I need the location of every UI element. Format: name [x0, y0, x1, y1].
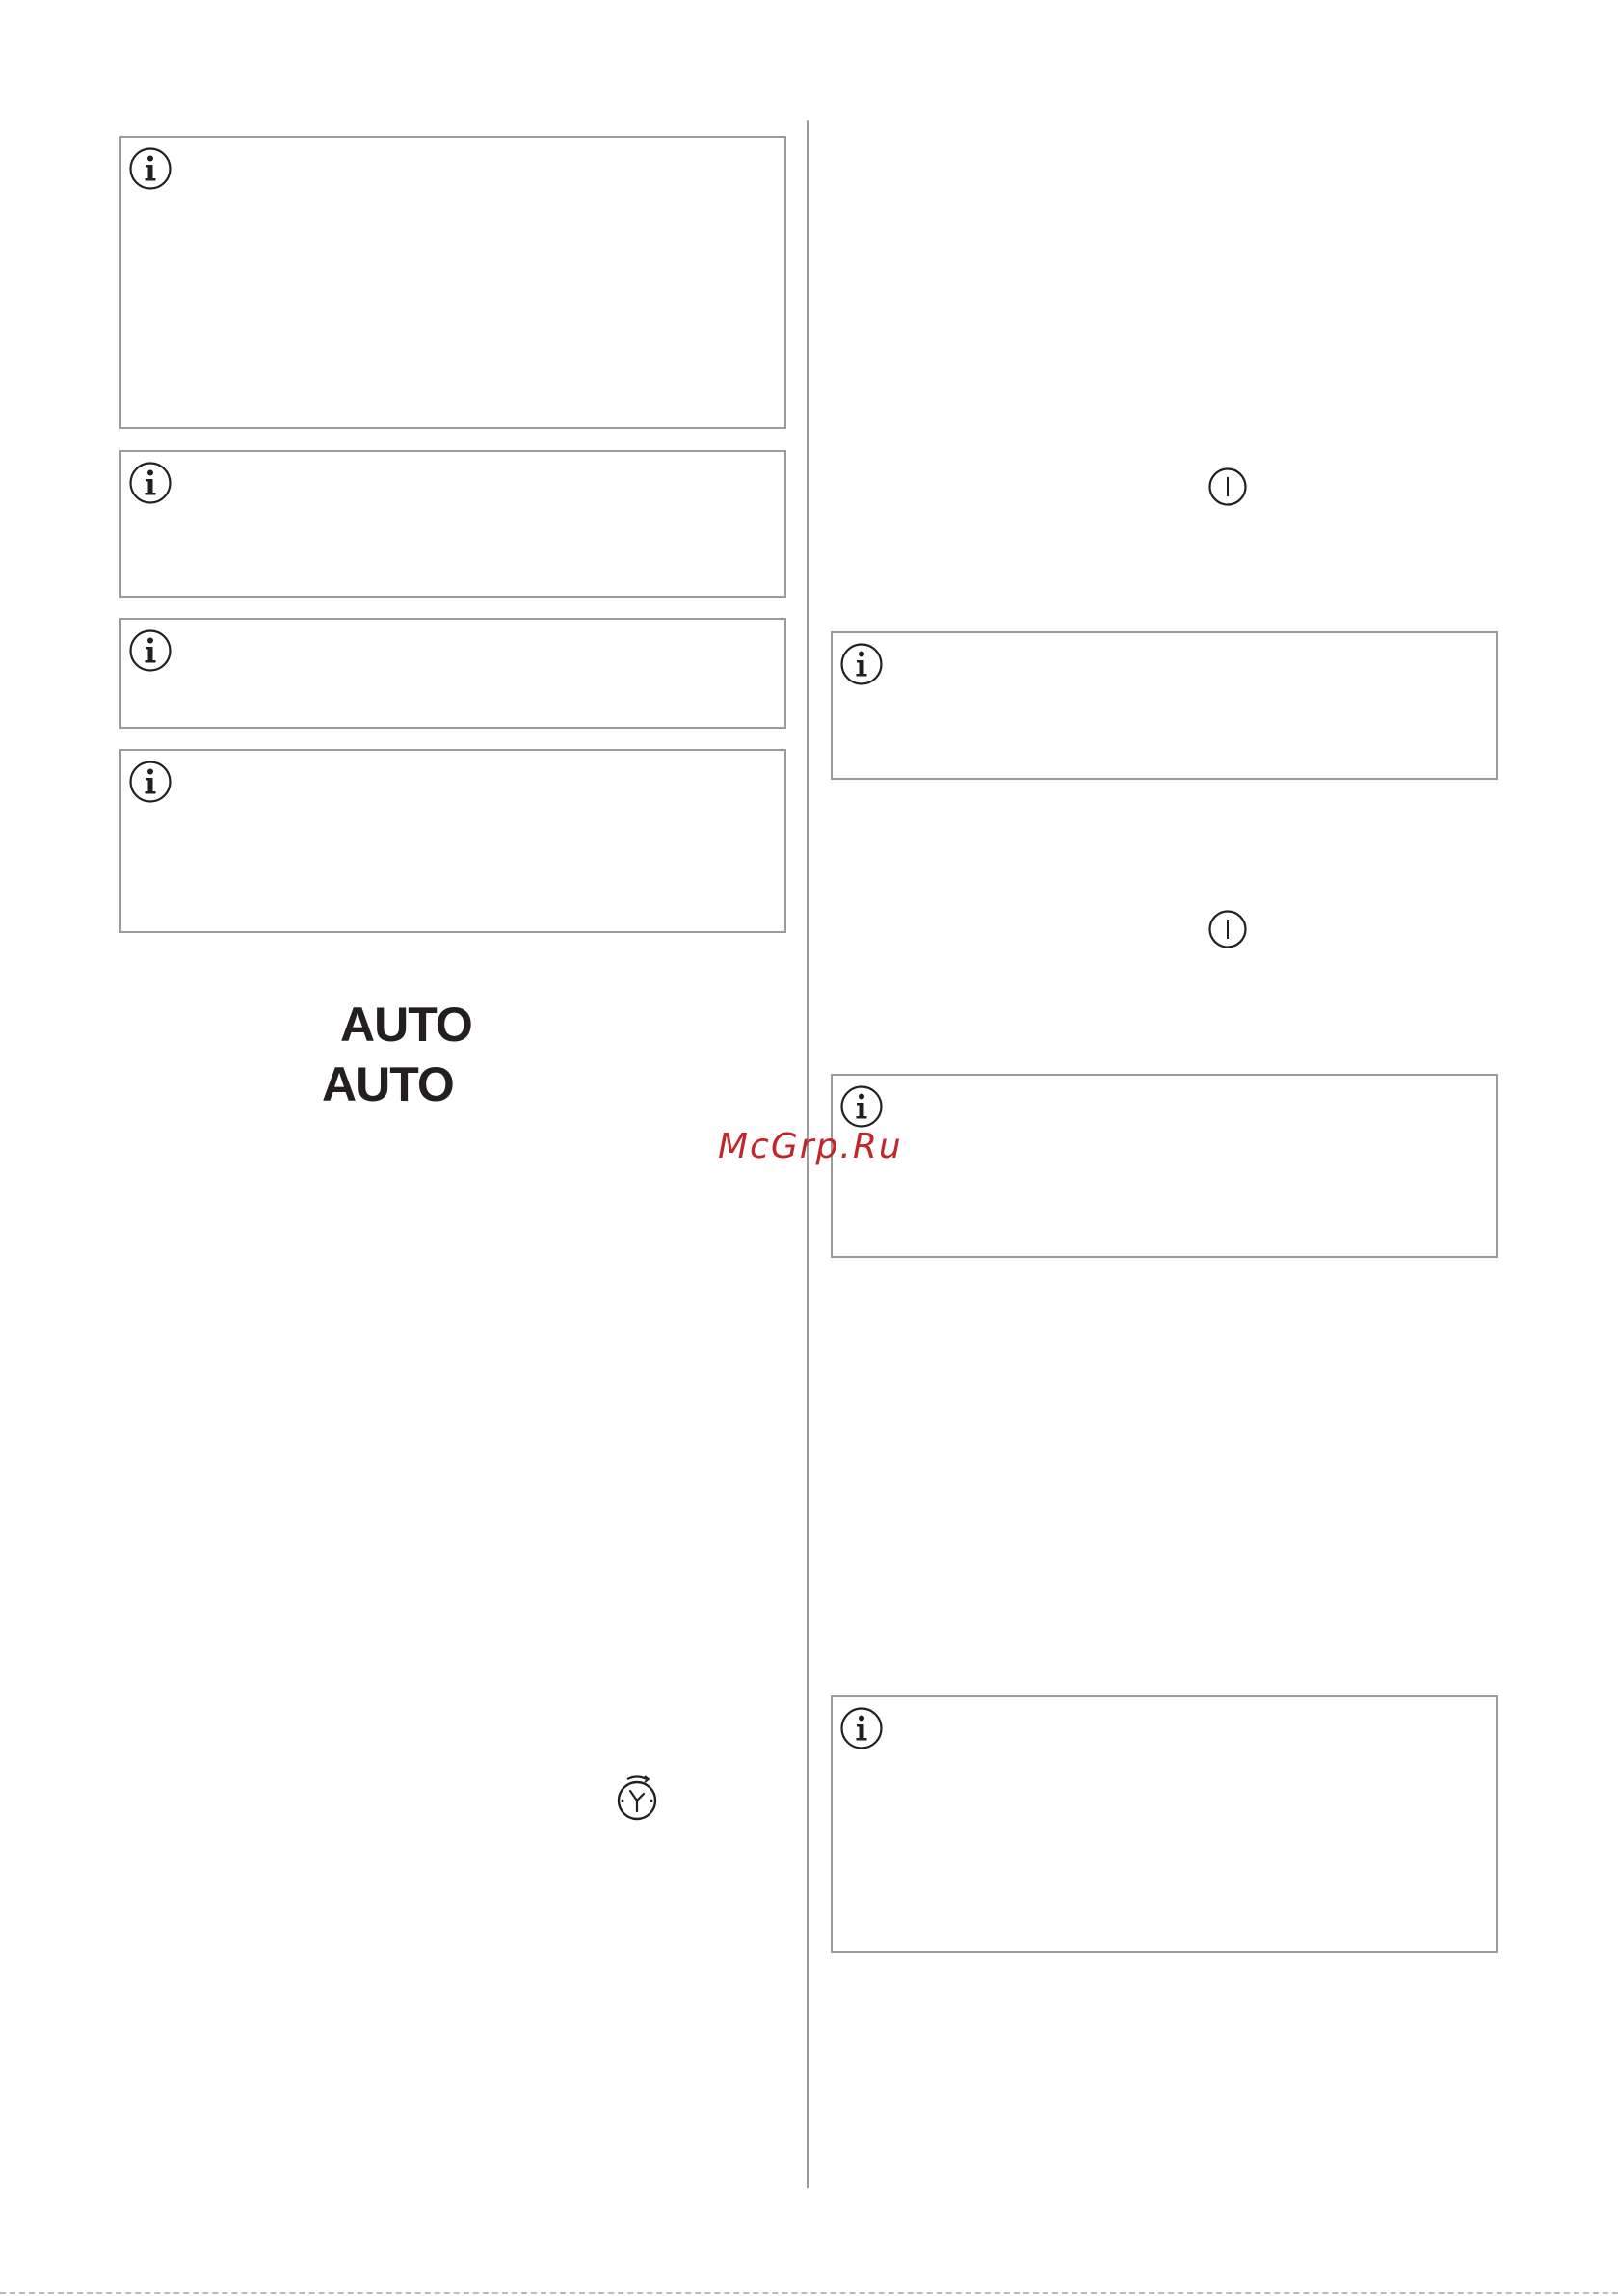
info-icon [129, 462, 172, 504]
watermark-text: McGrp.Ru [718, 1127, 903, 1166]
power-icon [1208, 910, 1247, 948]
info-note-2 [119, 450, 786, 598]
info-note-6 [831, 1074, 1498, 1258]
page-bottom-edge [0, 2292, 1618, 2294]
info-icon [129, 629, 172, 672]
info-icon [840, 1085, 883, 1128]
info-icon [129, 147, 172, 190]
info-note-4 [119, 749, 786, 933]
auto-label-secondary: AUTO [322, 1057, 454, 1111]
auto-label-primary: AUTO [340, 998, 472, 1052]
info-icon [840, 1707, 883, 1749]
info-note-5 [831, 631, 1498, 780]
info-icon [129, 761, 172, 803]
power-icon [1208, 467, 1247, 506]
timer-icon [615, 1774, 659, 1822]
info-note-7 [831, 1695, 1498, 1953]
info-note-1 [119, 136, 786, 429]
info-note-3 [119, 618, 786, 729]
info-icon [840, 643, 883, 685]
